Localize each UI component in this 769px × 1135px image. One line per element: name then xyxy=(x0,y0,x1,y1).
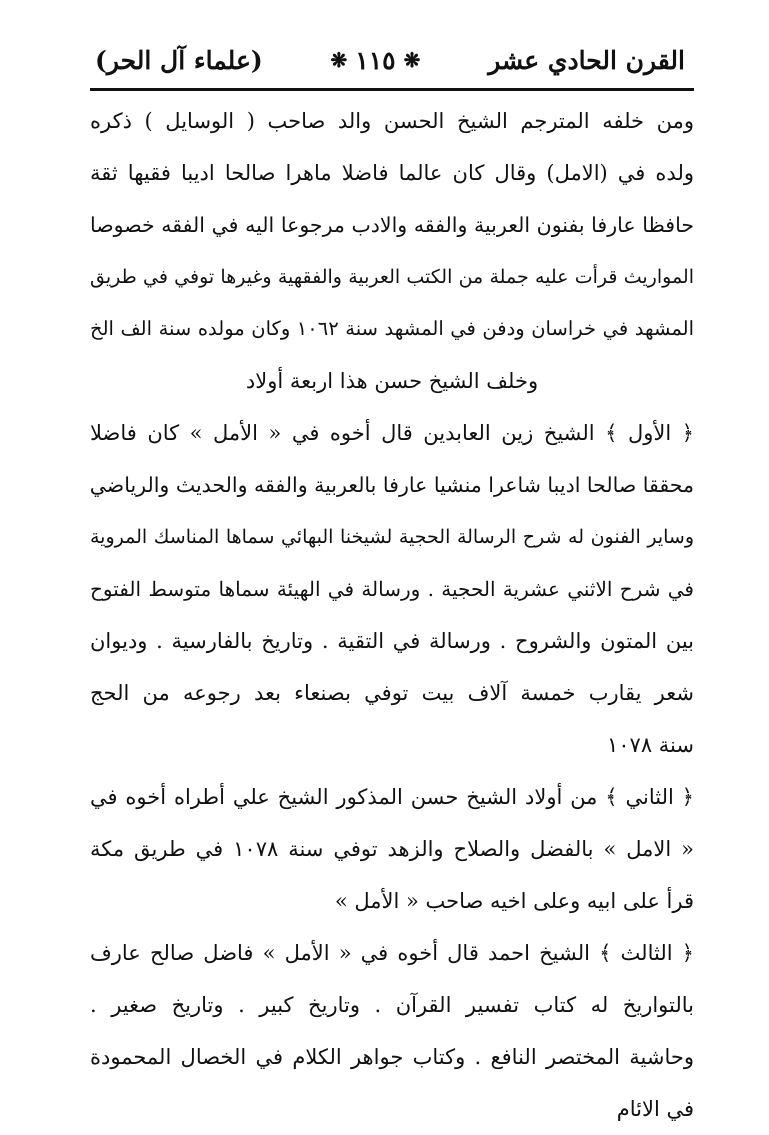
text-line: محققا صالحا اديبا شاعرا منشيا عارفا بالعربية والفقه والحديث والرياضي xyxy=(90,473,694,497)
text-line: قرأ على ابيه وعلى اخيه صاحب « الأمل » xyxy=(334,889,694,913)
text-line: وحاشية المختصر النافع . وكتاب جواهر الكلام في الخصال المحمودة xyxy=(90,1045,694,1069)
page-number-group xyxy=(331,46,421,75)
text-line: ﴿ الثاني ﴾ من أولاد الشيخ حسن المذكور الشيخ علي أطراه أخوه في xyxy=(90,785,694,809)
text-line: ومن خلفه المترجم الشيخ الحسن والد صاحب ( الوسايل ) ذكره xyxy=(90,109,694,133)
text-line: ولده في (الامل) وقال كان عالما فاضلا ماهرا صالحا اديبا فقيها ثقة xyxy=(90,161,694,185)
body-text xyxy=(90,95,694,1135)
ornament-icon: ❋ xyxy=(330,48,348,72)
text-line: سنة ١٠٧٨ xyxy=(607,733,694,757)
ornament-icon: ❋ xyxy=(403,48,421,72)
text-line: ﴿ الأول ﴾ الشيخ زين العابدين قال أخوه في « الأمل » كان فاضلا xyxy=(90,421,694,445)
text-line: المواريث قرأت عليه جملة من الكتب العربية والفقهية وغيرها توفي في طريق xyxy=(90,266,694,288)
running-header xyxy=(95,38,685,82)
page-number: ١١٥ xyxy=(355,45,396,75)
text-line: ﴿ الثالث ﴾ الشيخ احمد قال أخوه في « الأمل » فاضل صالح عارف xyxy=(90,941,694,965)
text-line: « الامل » بالفضل والصلاح والزهد توفي سنة ١٠٧٨ في طريق مكة xyxy=(90,837,694,861)
text-line: وساير الفنون له شرح الرسالة الحجية لشيخنا البهائي سماها المناسك المروية xyxy=(90,526,694,548)
text-line: بين المتون والشروح . ورسالة في التقية . وتاريخ بالفارسية . وديوان xyxy=(90,629,694,653)
header-book-title: (علماء آل الحر) xyxy=(95,45,263,75)
header-section-title: القرن الحادي عشر xyxy=(488,45,685,75)
text-line: في شرح الاثني عشرية الحجية . ورسالة في الهيئة سماها متوسط الفتوح xyxy=(90,577,694,601)
text-line: وخلف الشيخ حسن هذا اربعة أولاد xyxy=(245,369,539,393)
text-line: حافظا عارفا بفنون العربية والفقه والادب مرجوعا اليه في الفقه خصوصا xyxy=(90,213,694,237)
text-line: في الائام xyxy=(616,1097,694,1121)
header-rule xyxy=(90,88,694,91)
text-line: بالتواريخ له كتاب تفسير القرآن . وتاريخ كبير . وتاريخ صغير . xyxy=(90,993,694,1017)
text-line: المشهد في خراسان ودفن في المشهد سنة ١٠٦٢ وكان مولده سنة الف الخ xyxy=(90,317,694,340)
text-line: شعر يقارب خمسة آلاف بيت توفي بصنعاء بعد رجوعه من الحج xyxy=(90,681,694,705)
